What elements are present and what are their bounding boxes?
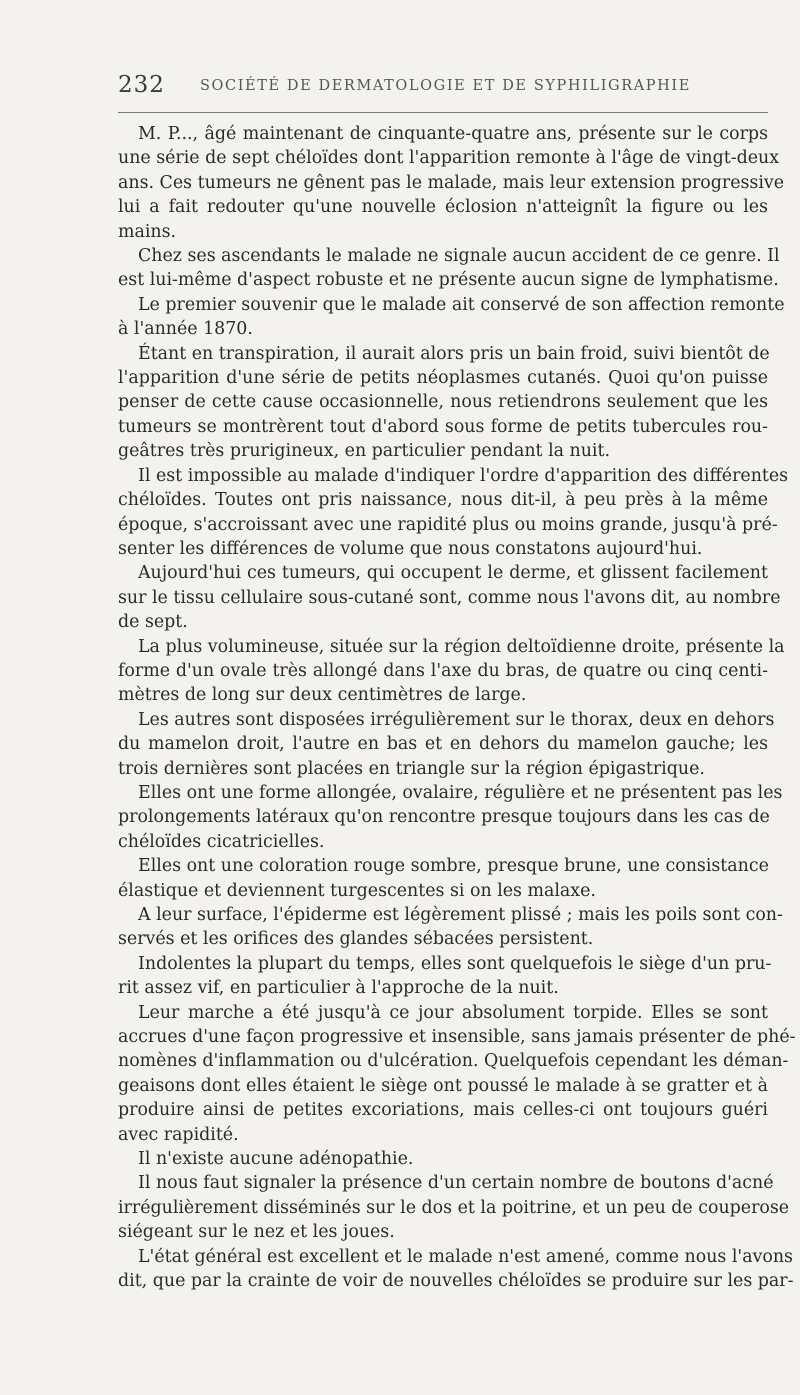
text-line: senter les différences de volume que nous constatons aujourd'hui.: [118, 538, 703, 559]
paragraph: [118, 342, 768, 464]
text-line: lui a fait redouter qu'une nouvelle éclosion n'atteignît la figure ou les: [118, 197, 768, 218]
paragraph: [118, 561, 781, 634]
text-line: sur le tissu cellulaire sous-cutané sont, comme nous l'avons dit, au nombre: [118, 587, 781, 608]
text-line: Les autres sont disposées irrégulièrement sur le thorax, deux en dehors: [138, 709, 775, 730]
paragraph: [118, 244, 780, 293]
paragraph: [118, 708, 775, 781]
text-line: ans. Ces tumeurs ne gênent pas le malade, mais leur extension progressive: [118, 172, 785, 193]
paragraph: [118, 464, 789, 562]
text-line: servés et les orifices des glandes sébacées persistent.: [118, 929, 594, 950]
text-line: accrues d'une façon progressive et insensible, sans jamais présenter de phé-: [118, 1027, 796, 1048]
text-line: Elles ont une forme allongée, ovalaire, régulière et ne présentent pas les: [138, 782, 783, 803]
text-line: chéloïdes cicatricielles.: [118, 831, 325, 852]
paragraph: [118, 952, 772, 1001]
paragraph: [118, 635, 785, 708]
running-head: SOCIÉTÉ DE DERMATOLOGIE ET DE SYPHILIGRAPHIE: [200, 78, 691, 94]
text-line: élastique et deviennent turgescentes si on les malaxe.: [118, 880, 596, 901]
text-line: A leur surface, l'épiderme est légèrement plissé ; mais les poils sont con-: [138, 905, 783, 925]
text-line: produire ainsi de petites excoriations, mais celles-ci ont toujours guéri: [118, 1100, 768, 1121]
text-line: rit assez vif, en particulier à l'approche de la nuit.: [118, 978, 559, 999]
text-line: l'apparition d'une série de petits néoplasmes cutanés. Quoi qu'on puisse: [118, 368, 768, 389]
text-line: geâtres très prurigineux, en particulier pendant la nuit.: [118, 441, 611, 462]
text-line: Le premier souvenir que le malade ait conservé de son affection remonte: [138, 294, 785, 315]
text-line: L'état général est excellent et le malade n'est amené, comme nous l'avons: [138, 1246, 793, 1267]
text-line: Chez ses ascendants le malade ne signale aucun accident de ce genre. Il: [138, 246, 780, 267]
text-line: Indolentes la plupart du temps, elles sont quelquefois le siège d'un pru-: [138, 953, 772, 974]
text-line: avec rapidité.: [118, 1124, 239, 1145]
text-line: époque, s'accroissant avec une rapidité plus ou moins grande, jusqu'à pré-: [118, 514, 778, 535]
text-line: prolongements latéraux qu'on rencontre presque toujours dans les cas de: [118, 807, 770, 828]
paragraph: [118, 1245, 794, 1294]
header-rule: [118, 112, 768, 113]
text-line: siégeant sur le nez et les joues.: [118, 1222, 395, 1243]
text-line: mètres de long sur deux centimètres de large.: [118, 685, 527, 706]
text-line: est lui-même d'aspect robuste et ne présente aucun signe de lymphatisme.: [118, 270, 779, 291]
text-line: à l'année 1870.: [118, 319, 253, 340]
text-line: Étant en transpiration, il aurait alors pris un bain froid, suivi bientôt de: [138, 343, 770, 364]
text-line: une série de sept chéloïdes dont l'apparition remonte à l'âge de vingt-deux: [118, 148, 780, 169]
paragraph: [118, 1001, 796, 1147]
text-line: La plus volumineuse, située sur la région deltoïdienne droite, présente la: [138, 636, 785, 657]
text-line: trois dernières sont placées en triangle sur la région épigastrique.: [118, 758, 705, 779]
paragraph: [118, 122, 785, 244]
text-line: Il est impossible au malade d'indiquer l'ordre d'apparition des différentes: [138, 465, 789, 486]
paragraph: [118, 903, 783, 952]
text-line: Il n'existe aucune adénopathie.: [138, 1149, 414, 1170]
paragraph: [118, 1171, 790, 1244]
text-line: mains.: [118, 221, 177, 242]
text-line: irrégulièrement disséminés sur le dos et la poitrine, et un peu de couperose: [118, 1197, 790, 1218]
body-text: [118, 122, 796, 1294]
paragraph: [118, 781, 783, 854]
text-line: geaisons dont elles étaient le siège ont poussé le malade à se gratter et à: [118, 1075, 768, 1096]
text-line: nomènes d'inflammation ou d'ulcération. Quelquefois cependant les déman-: [118, 1051, 789, 1072]
page-number: 232: [118, 72, 165, 98]
paragraph: [118, 1147, 768, 1171]
paragraph: [118, 293, 785, 342]
text-line: Elles ont une coloration rouge sombre, presque brune, une consistance: [138, 856, 769, 877]
text-line: dit, que par la crainte de voir de nouvelles chéloïdes se produire sur les par-: [118, 1271, 794, 1292]
text-line: penser de cette cause occasionnelle, nous retiendrons seulement que les: [118, 392, 768, 413]
text-line: M. P..., âgé maintenant de cinquante-quatre ans, présente sur le corps: [138, 124, 768, 144]
text-line: tumeurs se montrèrent tout d'abord sous forme de petits tubercules rou-: [118, 416, 768, 437]
text-line: forme d'un ovale très allongé dans l'axe du bras, de quatre ou cinq centi-: [118, 660, 768, 681]
text-line: Il nous faut signaler la présence d'un certain nombre de boutons d'acné: [138, 1173, 774, 1194]
text-line: Leur marche a été jusqu'à ce jour absolument torpide. Elles se sont: [138, 1002, 768, 1023]
text-line: de sept.: [118, 612, 188, 633]
page-header: [118, 72, 768, 102]
paragraph: [118, 854, 768, 903]
text-line: chéloïdes. Toutes ont pris naissance, nous dit-il, à peu près à la même: [118, 490, 768, 511]
text-line: du mamelon droit, l'autre en bas et en dehors du mamelon gauche; les: [118, 734, 768, 755]
text-line: Aujourd'hui ces tumeurs, qui occupent le derme, et glissent facilement: [138, 563, 768, 584]
